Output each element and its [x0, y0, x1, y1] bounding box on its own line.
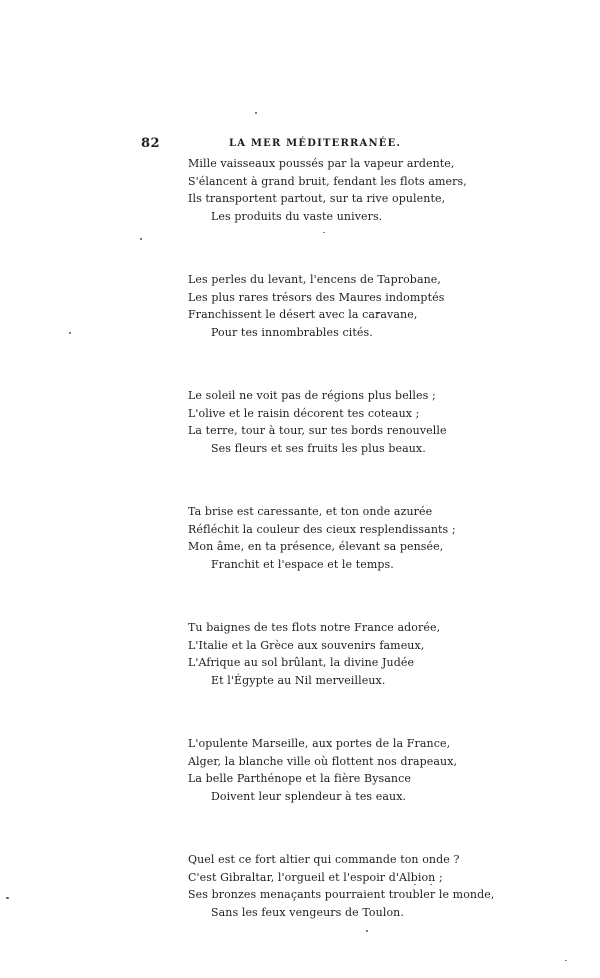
verse-line: Ta brise est caressante, et ton onde azurée [188, 505, 433, 518]
verse-line: L'Afrique au sol brûlant, la divine Judée [188, 656, 415, 669]
stanza [188, 503, 468, 573]
verse-line: L'olive et le raisin décorent tes coteaux ; [188, 406, 420, 420]
verse-line-refrain: Franchit et l'espace et le temps. [211, 557, 394, 571]
verse-line: La terre, tour à tour, sur tes bords renouvelle [188, 424, 447, 437]
verse-line: Réfléchit la couleur des cieux resplendissants ; [188, 522, 456, 536]
verse-line: Ses bronzes menaçants pourraient troubler le monde, [188, 888, 495, 901]
stanza [188, 271, 468, 341]
verse-line: Tu baignes de tes flots notre France adorée, [188, 621, 441, 634]
verse-line: L'opulente Marseille, aux portes de la France, [188, 737, 451, 750]
stanza [188, 851, 495, 921]
verse-line-refrain: Ses fleurs et ses fruits les plus beaux. [211, 441, 426, 455]
verse-line: L'Italie et la Grèce aux souvenirs fameux, [188, 638, 425, 652]
stanza [188, 735, 468, 805]
scan-speck [565, 960, 567, 961]
verse-line: La belle Parthénope et la fière Bysance [188, 772, 411, 785]
scan-speck [140, 238, 142, 240]
scan-speck [6, 897, 9, 899]
running-title: LA MER MÉDITERRANÉE. [229, 138, 402, 149]
verse-line: Alger, la blanche ville où flottent nos drapeaux, [188, 754, 458, 768]
poem [188, 155, 495, 967]
verse-line: Mille vaisseaux poussés par la vapeur ardente, [188, 157, 455, 170]
verse-line: Les perles du levant, l'encens de Taprobane, [188, 273, 441, 286]
verse-line: Les plus rares trésors des Maures indomptés [188, 290, 445, 304]
verse-line-refrain: Sans les feux vengeurs de Toulon. [211, 905, 404, 919]
stanza [188, 387, 468, 457]
verse-line-refrain: Les produits du vaste univers. [211, 209, 383, 223]
verse-line-refrain: Doivent leur splendeur à tes eaux. [211, 789, 407, 803]
page-number: 82 [141, 136, 161, 151]
scan-speck [69, 332, 71, 334]
page-header [141, 136, 441, 156]
verse-line-refrain: Pour tes innombrables cités. [211, 325, 373, 339]
verse-line: Ils transportent partout, sur ta rive opulente, [188, 192, 446, 205]
verse-line-refrain: Et l'Égypte au Nil merveilleux. [211, 673, 386, 687]
verse-line: C'est Gibraltar, l'orgueil et l'espoir d'Albion ; [188, 870, 443, 884]
verse-line: Le soleil ne voit pas de régions plus belles ; [188, 389, 436, 402]
verse-line: S'élancent à grand bruit, fendant les flots amers, [188, 174, 467, 188]
verse-line: Mon âme, en ta présence, élevant sa pensée, [188, 540, 444, 553]
stanza [188, 155, 468, 225]
verse-line: Franchissent le désert avec la caravane, [188, 308, 418, 321]
verse-line: Quel est ce fort altier qui commande ton onde ? [188, 853, 460, 866]
scan-speck [255, 112, 257, 114]
stanza [188, 619, 468, 689]
